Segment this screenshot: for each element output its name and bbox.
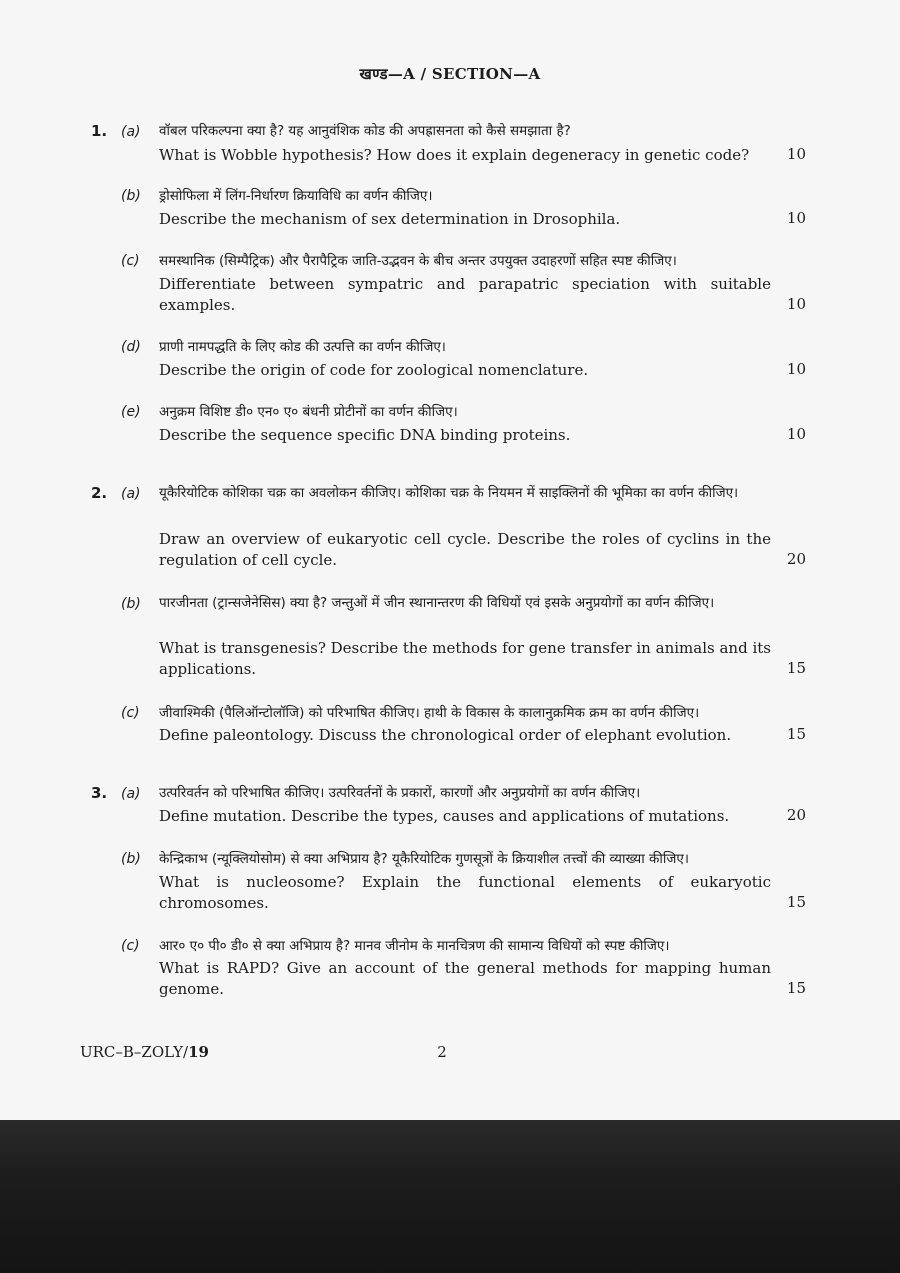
question-text-english: Define mutation. Describe the types, causes and applications of mutations. bbox=[159, 807, 730, 825]
question-part-label: (d) bbox=[121, 339, 141, 355]
page-number: 2 bbox=[437, 1043, 447, 1061]
question-text-hindi: अनुक्रम विशिष्ट डी० एन० ए० बंधनी प्रोटीनों का वर्णन कीजिए। bbox=[159, 404, 458, 420]
question-marks: 15 bbox=[786, 725, 806, 743]
question-part-label: (e) bbox=[121, 404, 141, 420]
question-part-label: (a) bbox=[121, 486, 141, 502]
question-marks: 10 bbox=[786, 209, 806, 227]
question-number: 3. bbox=[91, 784, 108, 802]
question-part-label: (a) bbox=[121, 786, 141, 802]
question-text-english: What is nucleosome? Explain the functional elements of eukaryotic chromosomes. bbox=[159, 873, 771, 912]
question-marks: 15 bbox=[786, 659, 806, 677]
question-text-hindi: ड्रोसोफिला में लिंग-निर्धारण क्रियाविधि का वर्णन कीजिए। bbox=[159, 188, 433, 204]
question-text-english: What is Wobble hypothesis? How does it explain degeneracy in genetic code? bbox=[159, 146, 750, 164]
question-text-hindi: समस्थानिक (सिम्पैट्रिक) और पैरापैट्रिक जाति-उद्भवन के बीच अन्तर उपयुक्त उदाहरणों सहित स्पष्ट कीजिए। bbox=[159, 253, 677, 269]
question-marks: 15 bbox=[786, 893, 806, 911]
question-text-hindi: केन्द्रिकाभ (न्यूक्लियोसोम) से क्या अभिप्राय है? यूकैरियोटिक गुणसूत्रों के क्रियाशील तत्त्वों की व्याख्या कीजिए। bbox=[159, 851, 689, 867]
question-part-label: (b) bbox=[121, 851, 141, 867]
question-text-hindi: आर० ए० पी० डी० से क्या अभिप्राय है? मानव जीनोम के मानचित्रण की सामान्य विधियों को स्पष्ट कीजिए। bbox=[159, 938, 670, 954]
question-text-english: Draw an overview of eukaryotic cell cycle. Describe the roles of cyclins in the regulation of cell cycle. bbox=[159, 530, 771, 569]
paper-code bbox=[80, 1043, 209, 1061]
question-part-label: (b) bbox=[121, 188, 141, 204]
question-marks: 20 bbox=[786, 806, 806, 824]
question-text-hindi: वॉबल परिकल्पना क्या है? यह आनुवंशिक कोड की अपह्रासनता को कैसे समझाता है? bbox=[159, 123, 571, 139]
question-text-english: What is transgenesis? Describe the methods for gene transfer in animals and its applications. bbox=[159, 639, 771, 678]
question-part-label: (c) bbox=[121, 705, 140, 721]
question-text-hindi: उत्परिवर्तन को परिभाषित कीजिए। उत्परिवर्तनों के प्रकारों, कारणों और अनुप्रयोगों का वर्णन कीजिए। bbox=[159, 785, 641, 801]
question-number: 2. bbox=[91, 484, 108, 502]
question-marks: 20 bbox=[786, 550, 806, 568]
question-number: 1. bbox=[91, 122, 108, 140]
question-part-label: (c) bbox=[121, 938, 140, 954]
question-marks: 10 bbox=[786, 360, 806, 378]
question-text-hindi: जीवाश्मिकी (पैलिऑन्टोलॉजि) को परिभाषित कीजिए। हाथी के विकास के कालानुक्रमिक क्रम का वर्णन कीजिए। bbox=[159, 705, 700, 721]
question-text-hindi: प्राणी नामपद्धति के लिए कोड की उत्पत्ति का वर्णन कीजिए। bbox=[159, 339, 446, 355]
question-text-english: Describe the sequence specific DNA binding proteins. bbox=[159, 426, 571, 444]
question-marks: 10 bbox=[786, 295, 806, 313]
question-text-english: Define paleontology. Discuss the chronological order of elephant evolution. bbox=[159, 726, 732, 744]
question-text-english: What is RAPD? Give an account of the general methods for mapping human genome. bbox=[159, 959, 771, 998]
question-part-label: (a) bbox=[121, 124, 141, 140]
question-text-english: Describe the mechanism of sex determination in Drosophila. bbox=[159, 210, 621, 228]
scan-background bbox=[0, 1120, 900, 1273]
question-text-english: Differentiate between sympatric and parapatric speciation with suitable examples. bbox=[159, 275, 771, 314]
section-heading: खण्ड—A / SECTION—A bbox=[359, 65, 541, 83]
question-text-hindi: पारजीनता (ट्रान्सजेनेसिस) क्या है? जन्तुओं में जीन स्थानान्तरण की विधियों एवं इसके अनुप्रयोगों का वर्णन कीजिए। bbox=[159, 595, 715, 611]
paper-code-suffix: 19 bbox=[188, 1043, 209, 1061]
question-part-label: (c) bbox=[121, 253, 140, 269]
question-marks: 10 bbox=[786, 425, 806, 443]
question-marks: 15 bbox=[786, 979, 806, 997]
question-part-label: (b) bbox=[121, 596, 141, 612]
question-marks: 10 bbox=[786, 145, 806, 163]
paper-code-prefix: URC–B–ZOLY/ bbox=[80, 1043, 189, 1061]
question-text-hindi: यूकैरियोटिक कोशिका चक्र का अवलोकन कीजिए। कोशिका चक्र के नियमन में साइक्लिनों की भूमिका का वर्णन कीजिए। bbox=[159, 485, 739, 501]
question-text-english: Describe the origin of code for zoological nomenclature. bbox=[159, 361, 589, 379]
